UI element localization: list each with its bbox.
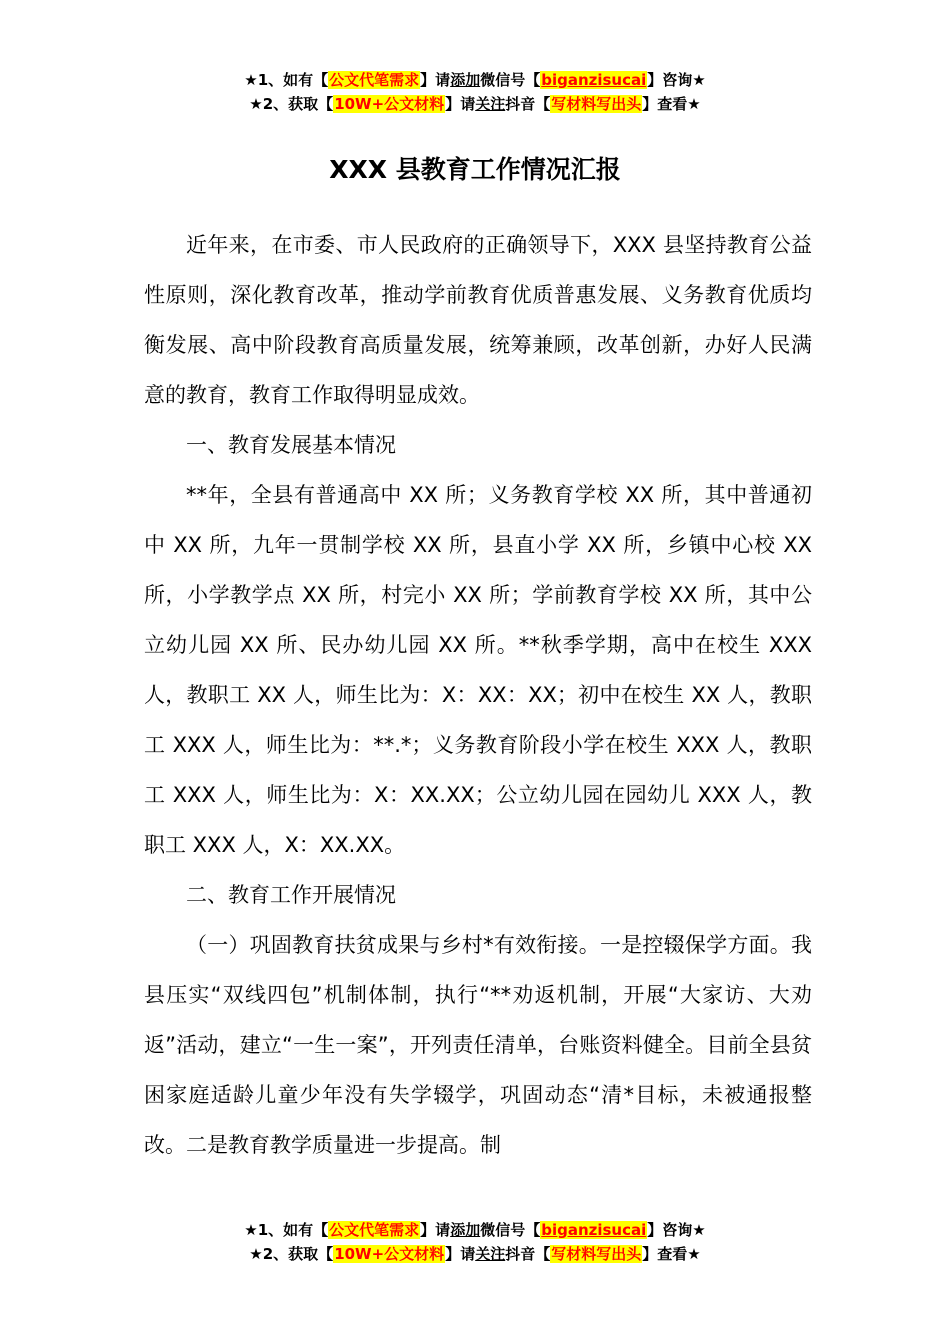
banner-text: 】查看★ <box>642 95 701 113</box>
banner-line-2 <box>0 92 950 116</box>
banner-text: 】请 <box>420 1221 451 1239</box>
banner-line-1 <box>0 1218 950 1242</box>
document-title: XXX 县教育工作情况汇报 <box>329 155 621 184</box>
banner-underline: 添加 <box>450 1221 481 1239</box>
banner-text: 微信号【 <box>480 71 541 89</box>
banner-text: 抖音【 <box>505 1245 551 1263</box>
banner-text: ★1、如有【 <box>244 1221 329 1239</box>
banner-highlight: 10W+公文材料 <box>334 1245 445 1263</box>
douyin-account: 写材料写出头 <box>551 95 642 113</box>
banner-underline: 添加 <box>450 71 481 89</box>
paragraph-intro: 近年来，在市委、市人民政府的正确领导下，XXX 县坚持教育公益性原则，深化教育改革，推动学前教育优质普惠发展、义务教育优质均衡发展、高中阶段教育高质量发展，统筹兼顾，改革创新，办好人民满意的教育，教育工作取得明显成效。 <box>144 233 812 407</box>
banner-highlight: 公文代笔需求 <box>329 71 420 89</box>
banner-text: 微信号【 <box>480 1221 541 1239</box>
banner-text: ★2、获取【 <box>249 95 334 113</box>
section-heading-2: 二、教育工作开展情况 <box>186 883 396 907</box>
banner-text: ★2、获取【 <box>249 1245 334 1263</box>
banner-line-1 <box>0 68 950 92</box>
banner-line-2 <box>0 1242 950 1266</box>
bottom-banner <box>0 1218 950 1266</box>
banner-text: 】查看★ <box>642 1245 701 1263</box>
banner-text: 】请 <box>420 71 451 89</box>
paragraph-poverty-alleviation: （一）巩固教育扶贫成果与乡村*有效衔接。一是控辍保学方面。我县压实“双线四包”机制体制，执行“**劝返机制，开展“大家访、大劝返”活动，建立“一生一案”，开列责任清单，台账资料健全。目前全县贫困家庭适龄儿童少年没有失学辍学，巩固动态“清*目标，未被通报整改。二是教育教学质量进一步提高。制 <box>144 933 812 1157</box>
banner-underline: 关注 <box>475 95 506 113</box>
top-banner <box>0 68 950 116</box>
banner-text: ★1、如有【 <box>244 71 329 89</box>
banner-text: 】咨询★ <box>647 1221 706 1239</box>
banner-text: 】咨询★ <box>647 71 706 89</box>
paragraph-basic-stats: **年，全县有普通高中 XX 所；义务教育学校 XX 所，其中普通初中 XX 所，九年一贯制学校 XX 所，县直小学 XX 所，乡镇中心校 XX 所，小学教学点 XX 所，村完小 XX 所；学前教育学校 XX 所，其中公立幼儿园 XX 所、民办幼儿园 XX 所。**秋季学期，高中在校生 XXX 人，教职工 XX 人，师生比为：X：XX：XX；初中在校生 XX 人，教职工 XXX 人，师生比为：**.*；义务教育阶段小学在校生 XXX 人，教职工 XXX 人，师生比为：X：XX.XX；公立幼儿园在园幼儿 XXX 人，教职工 XXX 人，X：XX.XX。 <box>144 483 812 857</box>
banner-text: 】请 <box>445 1245 476 1263</box>
banner-highlight: 10W+公文材料 <box>334 95 445 113</box>
banner-text: 抖音【 <box>505 95 551 113</box>
wechat-id[interactable]: biganzisucai <box>541 1221 647 1239</box>
document-body <box>144 220 812 1170</box>
banner-highlight: 公文代笔需求 <box>329 1221 420 1239</box>
banner-underline: 关注 <box>475 1245 506 1263</box>
section-heading-1: 一、教育发展基本情况 <box>186 433 396 457</box>
banner-text: 】请 <box>445 95 476 113</box>
douyin-account: 写材料写出头 <box>551 1245 642 1263</box>
wechat-id[interactable]: biganzisucai <box>541 71 647 89</box>
